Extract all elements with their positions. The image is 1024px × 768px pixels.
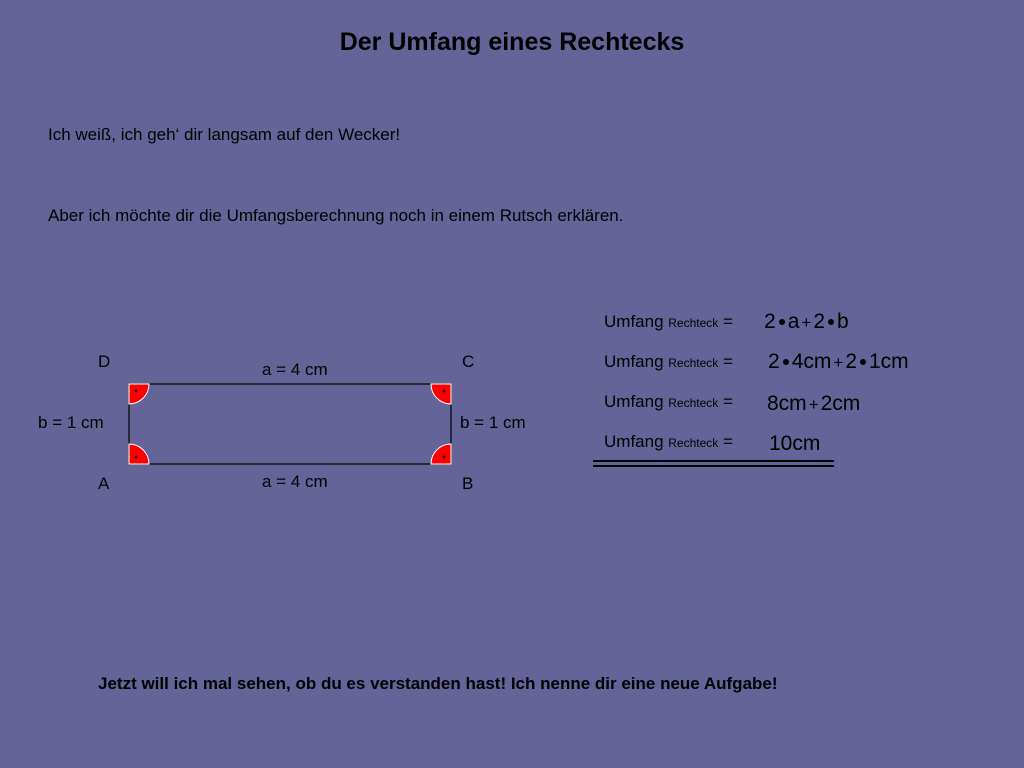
side-label-left: b = 1 cm	[38, 413, 104, 432]
side-label-right: b = 1 cm	[460, 413, 526, 432]
multiply-dot	[828, 319, 834, 325]
vertex-label-c: C	[462, 352, 475, 371]
right-angle-marker-c	[431, 384, 451, 404]
closing-text: Jetzt will ich mal sehen, ob du es verstanden hast! Ich nenne dir eine neue Aufgabe!	[98, 674, 778, 693]
side-label-bottom: a = 4 cm	[262, 472, 328, 491]
right-angle-marker-d	[129, 384, 149, 404]
side-label-top: a = 4 cm	[262, 360, 328, 379]
intro-text-2: Aber ich möchte dir die Umfangsberechnung noch in einem Rutsch erklären.	[48, 206, 624, 225]
vertex-label-a: A	[98, 474, 110, 493]
right-angle-marker-a	[129, 444, 149, 464]
vertex-label-d: D	[98, 352, 111, 371]
formula-result: 10cm	[769, 432, 821, 455]
formula-expression: 2 4cm +2 1cm	[768, 350, 909, 373]
formula-expression: 8cm +2cm	[767, 392, 861, 415]
right-angle-marker-b	[431, 444, 451, 464]
formula-prefix: Umfang Rechteck =	[604, 432, 733, 451]
intro-text-1: Ich weiß, ich geh‘ dir langsam auf den Wecker!	[48, 125, 401, 144]
result-double-underline-bottom	[593, 465, 834, 467]
page-title: Der Umfang eines Rechtecks	[339, 28, 685, 56]
vertex-label-b: B	[462, 474, 474, 493]
formula-prefix: Umfang Rechteck =	[604, 352, 733, 371]
result-double-underline-top	[593, 460, 834, 462]
formula-prefix: Umfang Rechteck =	[604, 392, 733, 411]
formula-prefix: Umfang Rechteck =	[604, 312, 733, 331]
multiply-dot	[779, 319, 785, 325]
formula-expression: 2 a +2 b	[764, 310, 849, 333]
multiply-dot	[860, 359, 866, 365]
multiply-dot	[783, 359, 789, 365]
rectangle-shape	[129, 384, 451, 464]
